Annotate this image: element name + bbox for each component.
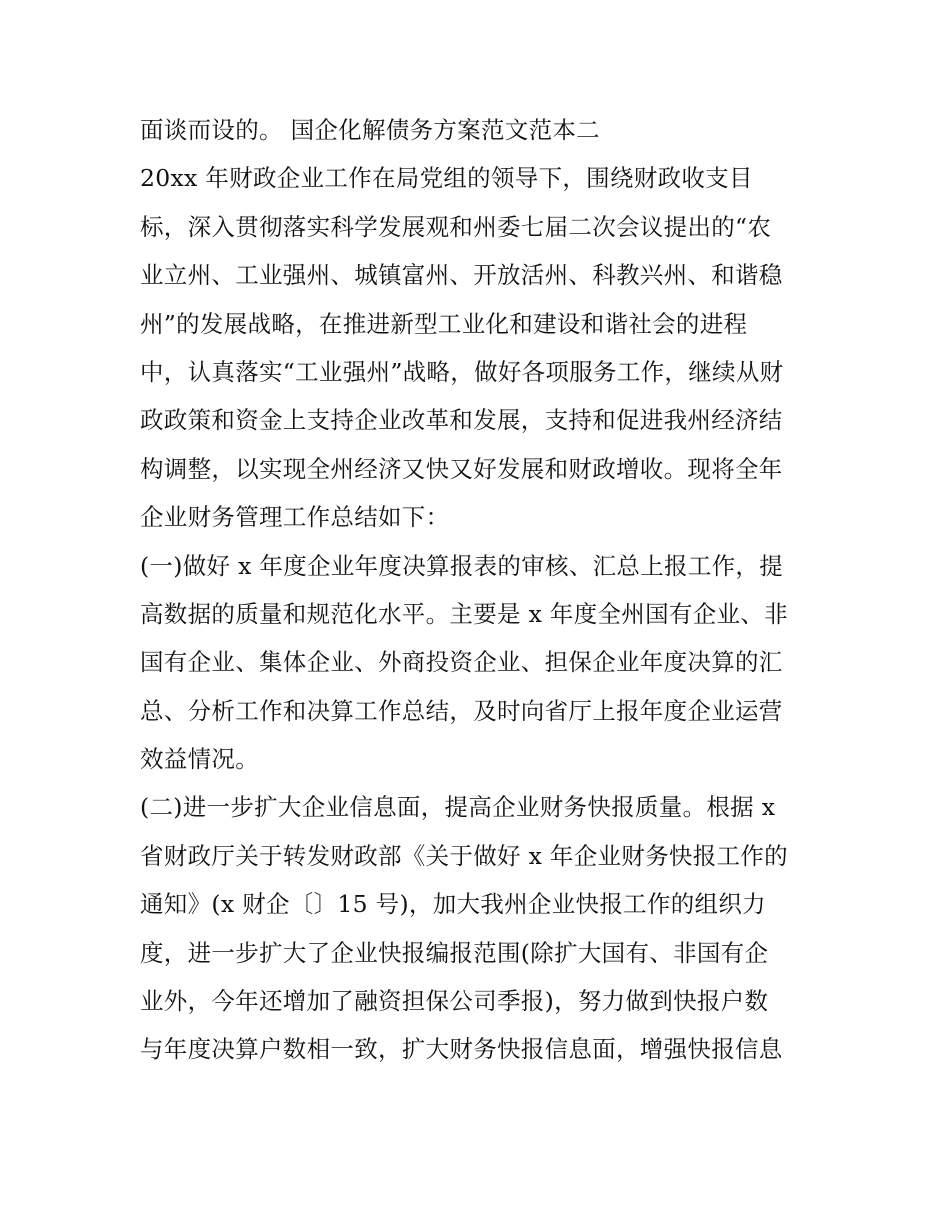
- text-line: 业立州、工业强州、城镇富州、开放活州、科教兴州、和谐稳: [140, 261, 783, 290]
- text-line: 企业财务管理工作总结如下：: [140, 503, 450, 532]
- text-line: 与年度决算户数相一致，扩大财务快报信息面，增强快报信息: [140, 1035, 783, 1064]
- text-line: 20xx 年财政企业工作在局党组的领导下，围绕财政收支目: [140, 164, 753, 193]
- text-line: 总、分析工作和决算工作总结，及时向省厅上报年度企业运营: [140, 696, 783, 725]
- text-line: 度，进一步扩大了企业快报编报范围(除扩大国有、非国有企: [140, 938, 769, 967]
- body-text: [140, 106, 820, 1074]
- text-line: 中，认真落实“工业强州”战略，做好各项服务工作，继续从财: [140, 357, 784, 386]
- text-line: 政政策和资金上支持企业改革和发展，支持和促进我州经济结: [140, 406, 783, 435]
- text-line: 高数据的质量和规范化水平。主要是 x 年度全州国有企业、非: [140, 599, 788, 628]
- text-line: 业外，今年还增加了融资担保公司季报)，努力做到快报户数: [140, 987, 769, 1016]
- text-line: 州”的发展战略，在推进新型工业化和建设和谐社会的进程: [140, 309, 748, 338]
- text-line: (一)做好 x 年度企业年度决算报表的审核、汇总上报工作，提: [140, 551, 784, 580]
- text-line: 构调整，以实现全州经济又快又好发展和财政增收。现将全年: [140, 454, 783, 483]
- text-line: (二)进一步扩大企业信息面，提高企业财务快报质量。根据 x: [140, 793, 776, 822]
- text-line: 效益情况。: [140, 745, 259, 774]
- text-line: 通知》(x 财企〔〕15 号)，加大我州企业快报工作的组织力: [140, 890, 766, 919]
- text-line: 面谈而设的。 国企化解债务方案范文范本二: [140, 116, 600, 144]
- text-line: 国有企业、集体企业、外商投资企业、担保企业年度决算的汇: [140, 648, 783, 677]
- text-line: 标，深入贯彻落实科学发展观和州委七届二次会议提出的“农: [140, 212, 772, 241]
- text-line: 省财政厅关于转发财政部《关于做好 x 年企业财务快报工作的: [140, 841, 788, 870]
